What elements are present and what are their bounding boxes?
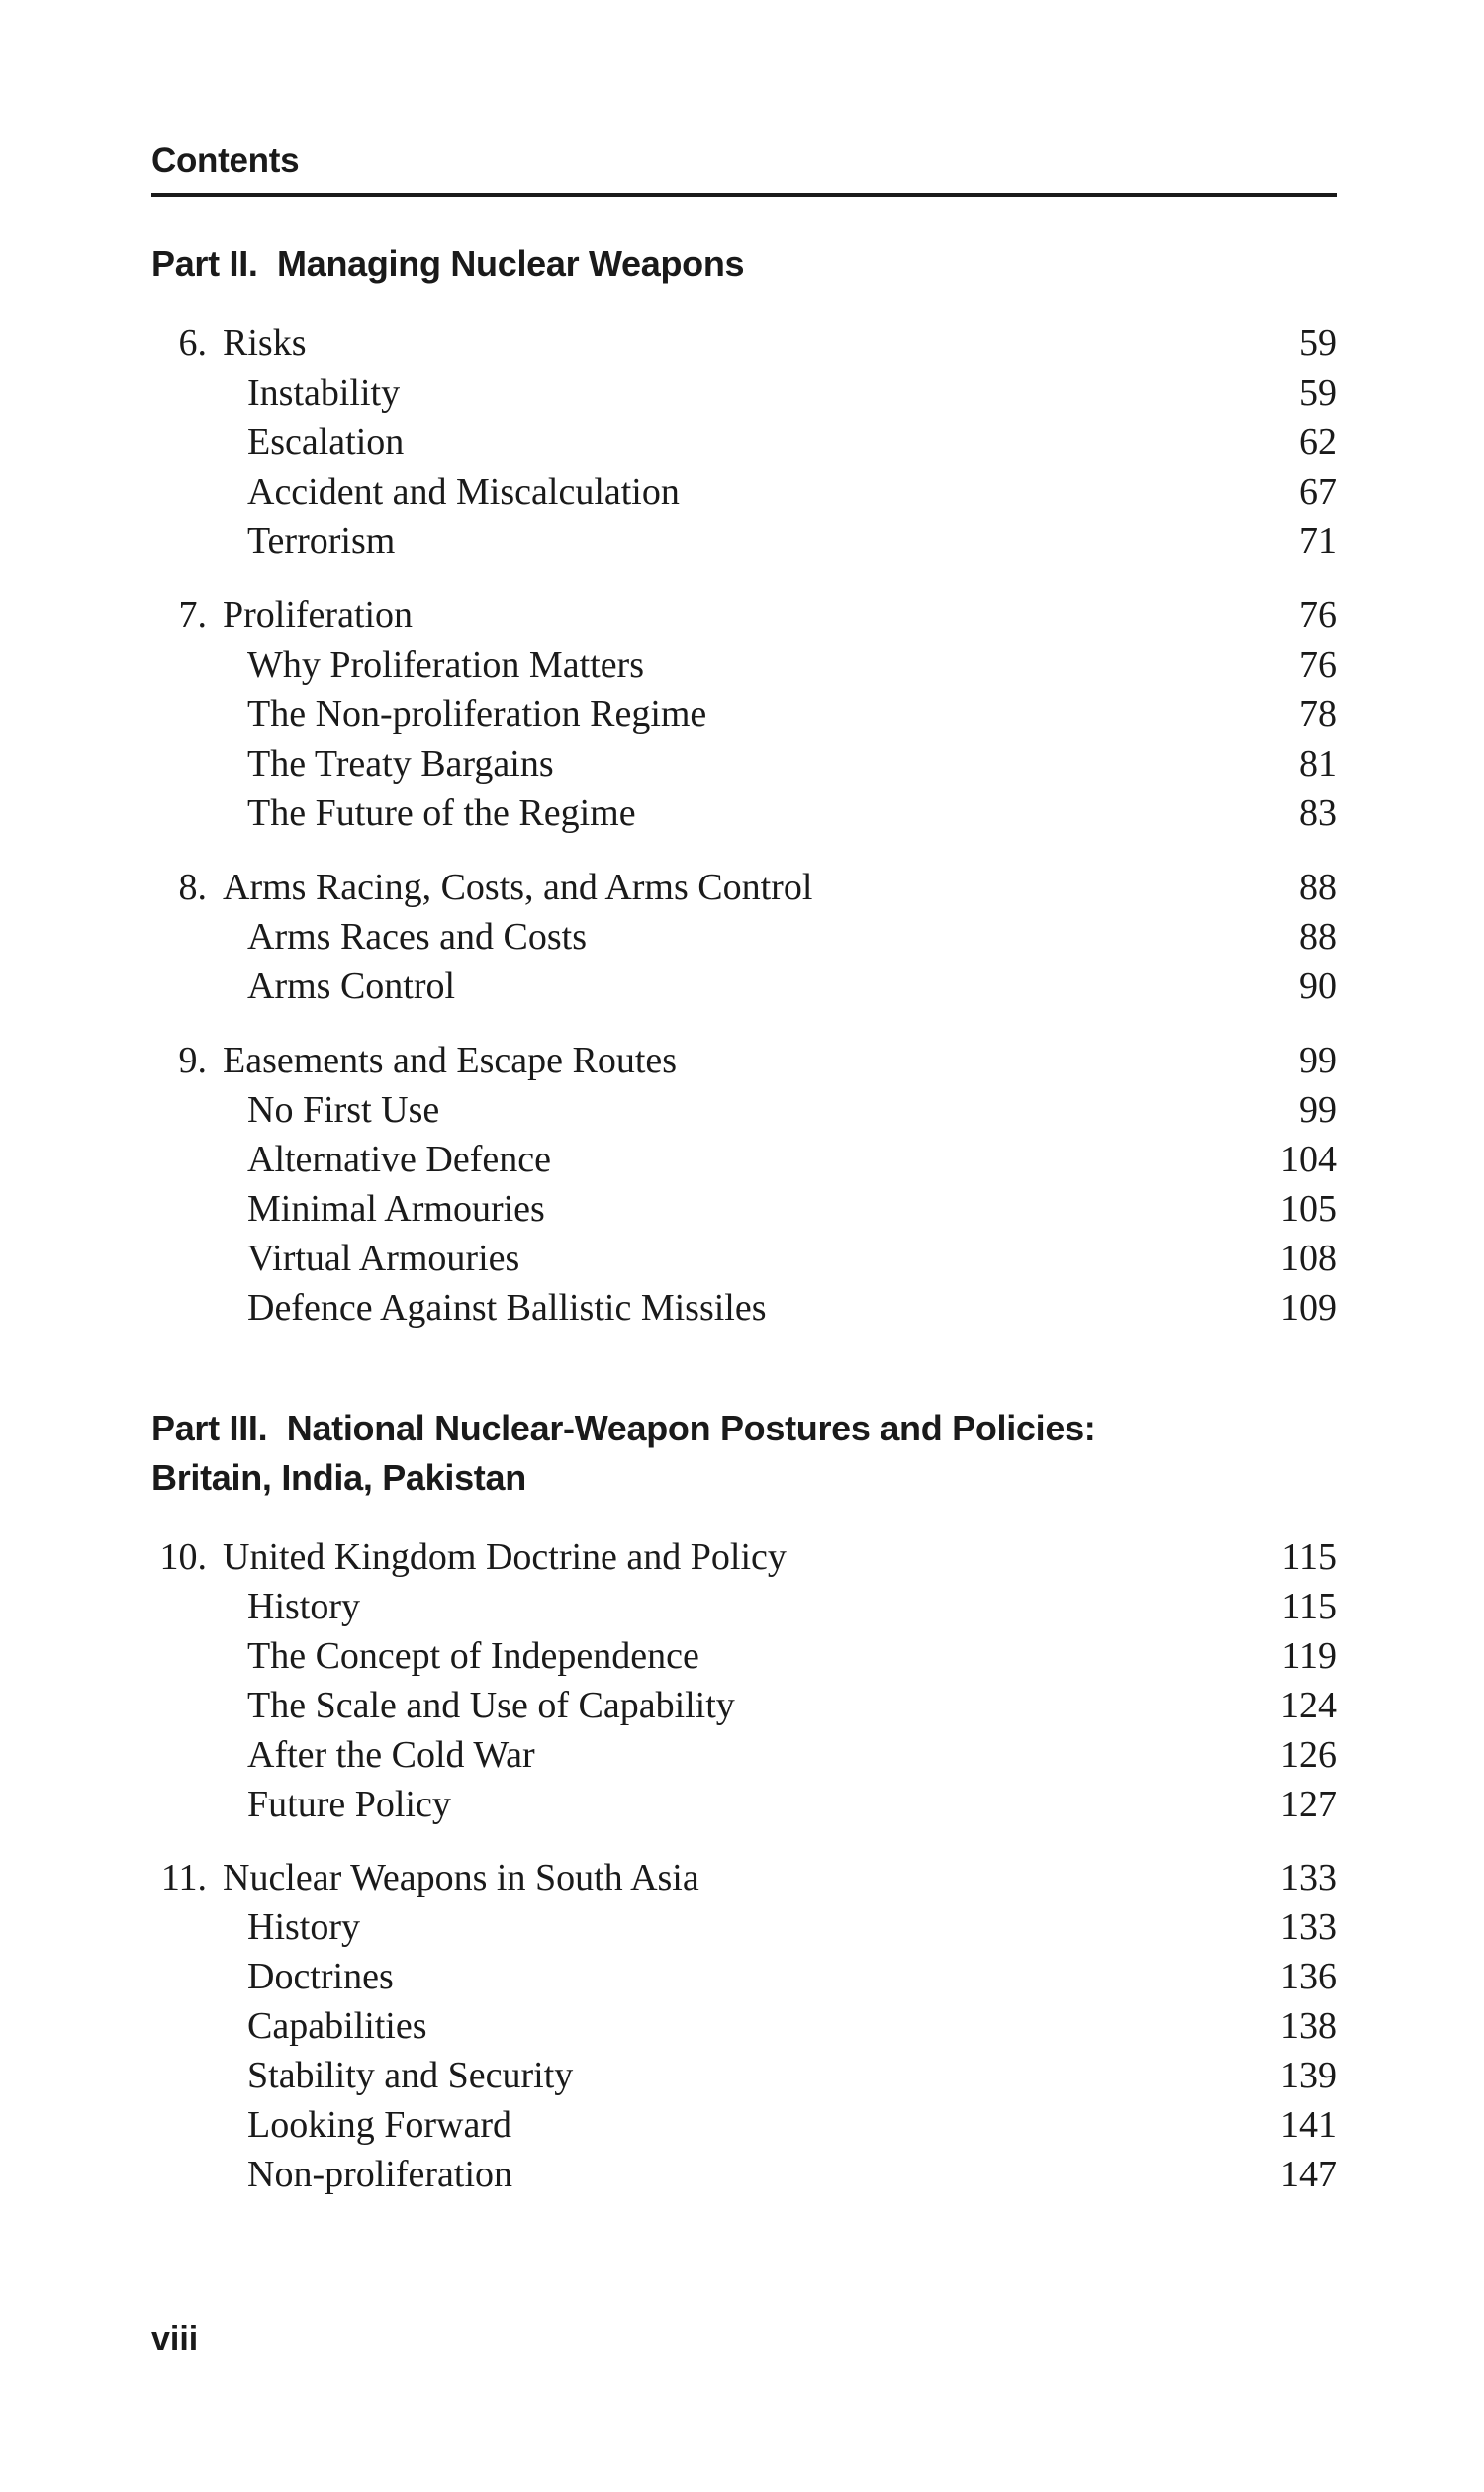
section-title: Doctrines — [247, 1956, 394, 1997]
folio-page-number: viii — [151, 2320, 199, 2357]
chapter-title: Easements and Escape Routes — [223, 1040, 678, 1081]
page-number: 67 — [1299, 471, 1337, 512]
chapter-row[interactable] — [151, 1036, 1337, 1085]
section-title: History — [247, 1906, 360, 1948]
section-title: Defence Against Ballistic Missiles — [247, 1287, 767, 1329]
page-number: 62 — [1299, 421, 1337, 463]
chapter-row[interactable] — [151, 863, 1337, 912]
chapter-title: United Kingdom Doctrine and Policy — [223, 1536, 787, 1578]
page-number: 81 — [1299, 743, 1337, 785]
section-title: Looking Forward — [247, 2104, 512, 2146]
chapter-title: Proliferation — [223, 595, 414, 636]
page-number: 136 — [1280, 1956, 1337, 1997]
section-title: No First Use — [247, 1089, 440, 1131]
section-row[interactable] — [151, 2001, 1337, 2051]
section-title: Arms Races and Costs — [247, 916, 588, 958]
section-row[interactable] — [151, 690, 1337, 739]
section-title: Accident and Miscalculation — [247, 471, 680, 512]
chapter-row[interactable] — [151, 319, 1337, 368]
section-title: Alternative Defence — [247, 1139, 551, 1180]
page-number: 109 — [1280, 1287, 1337, 1329]
page-number: 105 — [1280, 1188, 1337, 1230]
section-title: The Scale and Use of Capability — [247, 1685, 735, 1726]
toc-chapter — [151, 591, 1337, 838]
page-number: 83 — [1299, 792, 1337, 834]
section-row[interactable] — [151, 1780, 1337, 1829]
section-row[interactable] — [151, 368, 1337, 417]
page-number: 124 — [1280, 1685, 1337, 1726]
chapter-number: 11. — [160, 1857, 207, 1898]
section-row[interactable] — [151, 912, 1337, 962]
page-number: 115 — [1281, 1586, 1337, 1627]
section-title: Escalation — [247, 421, 405, 463]
chapter-number: 9. — [178, 1040, 207, 1081]
section-row[interactable] — [151, 516, 1337, 566]
section-title: Minimal Armouries — [247, 1188, 545, 1230]
section-row[interactable] — [151, 1952, 1337, 2001]
page-number: 119 — [1281, 1635, 1337, 1677]
toc-chapter — [151, 863, 1337, 1011]
section-row[interactable] — [151, 962, 1337, 1011]
section-title: The Concept of Independence — [247, 1635, 699, 1677]
page-number: 76 — [1299, 644, 1337, 686]
toc-chapter — [151, 319, 1337, 566]
page-number: 133 — [1280, 1906, 1337, 1948]
section-row[interactable] — [151, 1902, 1337, 1952]
page-number: 139 — [1280, 2055, 1337, 2096]
section-title: Arms Control — [247, 966, 456, 1007]
section-title: Stability and Security — [247, 2055, 574, 2096]
section-row[interactable] — [151, 2100, 1337, 2150]
page-number: 88 — [1299, 916, 1337, 958]
section-row[interactable] — [151, 788, 1337, 838]
section-title: Future Policy — [247, 1784, 451, 1825]
page-number: 99 — [1299, 1040, 1337, 1081]
chapter-title: Risks — [223, 323, 307, 364]
section-title: Instability — [247, 372, 401, 414]
part-heading — [151, 1404, 1095, 1503]
section-title: The Treaty Bargains — [247, 743, 554, 785]
section-row[interactable] — [151, 1631, 1337, 1681]
section-row[interactable] — [151, 1085, 1337, 1135]
section-row[interactable] — [151, 1184, 1337, 1234]
section-row[interactable] — [151, 1730, 1337, 1780]
chapter-row[interactable] — [151, 591, 1337, 640]
section-title: The Future of the Regime — [247, 792, 636, 834]
toc-chapter — [151, 1532, 1337, 1829]
section-row[interactable] — [151, 467, 1337, 516]
page-number: 147 — [1280, 2154, 1337, 2195]
page-number: 127 — [1280, 1784, 1337, 1825]
section-title: Non-proliferation — [247, 2154, 513, 2195]
page-number: 141 — [1280, 2104, 1337, 2146]
page-number: 90 — [1299, 966, 1337, 1007]
page-number: 104 — [1280, 1139, 1337, 1180]
section-title: Virtual Armouries — [247, 1238, 520, 1279]
part-label: Part III. — [151, 1408, 268, 1448]
chapter-row[interactable] — [151, 1853, 1337, 1902]
header-rule — [151, 193, 1337, 197]
page-number: 59 — [1299, 323, 1337, 364]
toc-chapter — [151, 1036, 1337, 1333]
section-row[interactable] — [151, 640, 1337, 690]
section-row[interactable] — [151, 2150, 1337, 2199]
section-row[interactable] — [151, 1135, 1337, 1184]
chapter-number: 6. — [178, 323, 207, 364]
section-title: The Non-proliferation Regime — [247, 693, 707, 735]
toc-chapter — [151, 1853, 1337, 2199]
section-row[interactable] — [151, 1283, 1337, 1333]
page-number: 59 — [1299, 372, 1337, 414]
part-label: Part II. — [151, 243, 258, 284]
page-number: 115 — [1281, 1536, 1337, 1578]
section-row[interactable] — [151, 739, 1337, 788]
chapter-number: 8. — [178, 867, 207, 908]
page-number: 88 — [1299, 867, 1337, 908]
section-row[interactable] — [151, 1234, 1337, 1283]
page-number: 126 — [1280, 1734, 1337, 1776]
section-title: Capabilities — [247, 2005, 427, 2047]
section-title: Why Proliferation Matters — [247, 644, 645, 686]
section-title: Terrorism — [247, 520, 396, 562]
chapter-row[interactable] — [151, 1532, 1337, 1582]
running-head: Contents — [151, 141, 300, 180]
section-title: History — [247, 1586, 360, 1627]
section-row[interactable] — [151, 1582, 1337, 1631]
section-row[interactable] — [151, 2051, 1337, 2100]
section-row[interactable] — [151, 417, 1337, 467]
page-number: 99 — [1299, 1089, 1337, 1131]
part-title: Managing Nuclear Weapons — [277, 243, 745, 284]
chapter-number: 10. — [159, 1536, 207, 1578]
page-number: 71 — [1299, 520, 1337, 562]
chapter-number: 7. — [178, 595, 207, 636]
section-title: After the Cold War — [247, 1734, 535, 1776]
part-heading — [151, 239, 744, 289]
chapter-title: Nuclear Weapons in South Asia — [223, 1857, 699, 1898]
page-number: 78 — [1299, 693, 1337, 735]
part-title-continued: Britain, India, Pakistan — [151, 1457, 526, 1498]
part-title: National Nuclear-Weapon Postures and Policies: — [286, 1408, 1096, 1448]
page-number: 138 — [1280, 2005, 1337, 2047]
section-row[interactable] — [151, 1681, 1337, 1730]
page-number: 108 — [1280, 1238, 1337, 1279]
page-number: 76 — [1299, 595, 1337, 636]
chapter-title: Arms Racing, Costs, and Arms Control — [223, 867, 813, 908]
page-number: 133 — [1280, 1857, 1337, 1898]
